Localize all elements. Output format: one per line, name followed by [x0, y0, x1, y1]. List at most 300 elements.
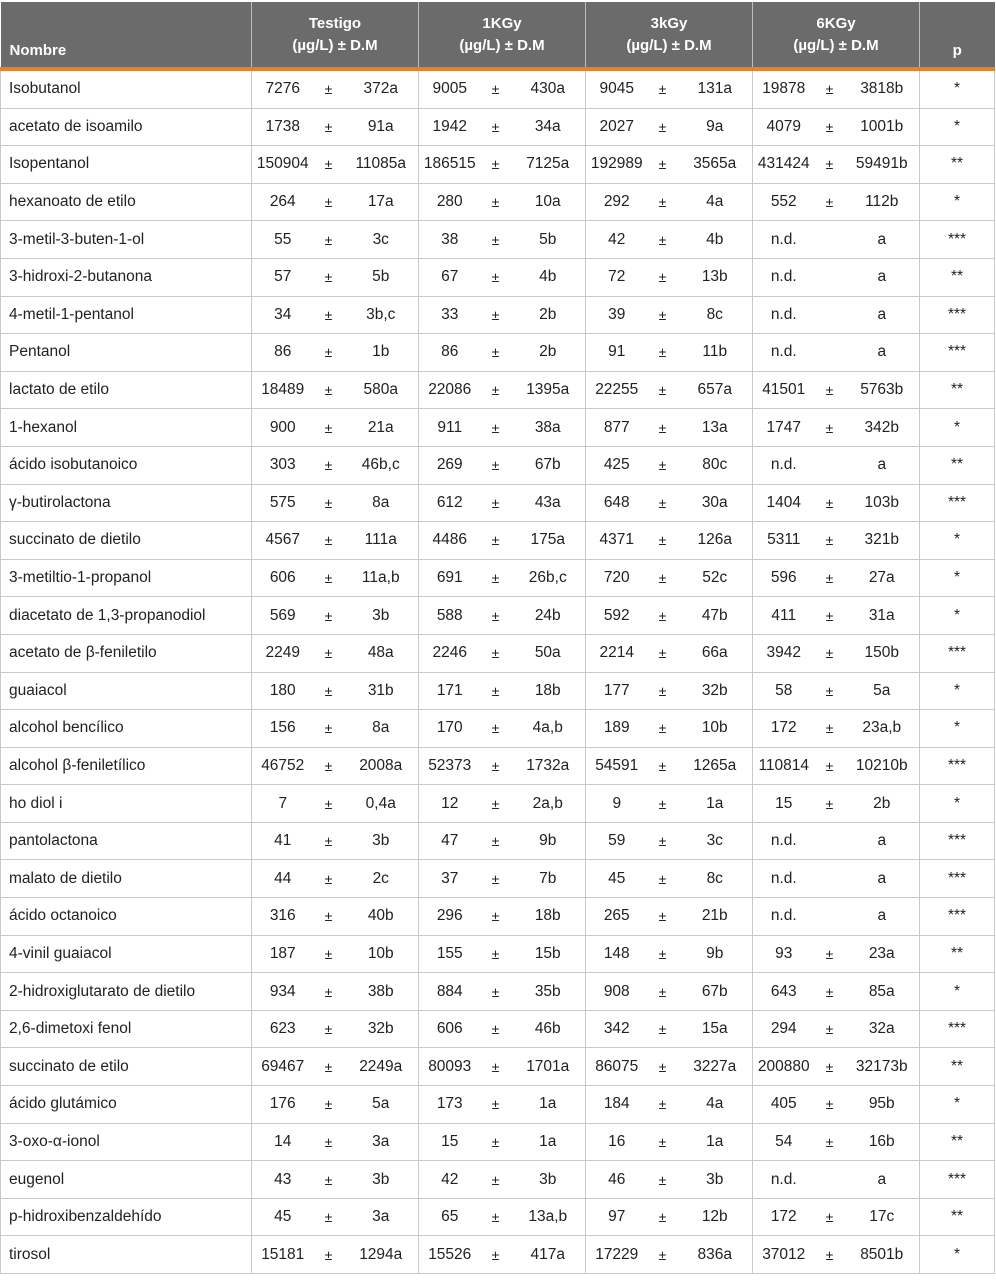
mean-value: 41: [252, 822, 314, 860]
table-row: [1, 409, 995, 447]
deviation-value: 24b: [511, 597, 586, 635]
deviation-value: 657a: [678, 371, 753, 409]
plus-minus: ±: [314, 258, 344, 296]
mean-value: 52373: [419, 747, 481, 785]
compound-name: alcohol β-feniletílico: [1, 747, 252, 785]
plus-minus: ±: [648, 1048, 678, 1086]
plus-minus: ±: [481, 221, 511, 259]
mean-value: 612: [419, 484, 481, 522]
plus-minus: ±: [648, 484, 678, 522]
header-group-1kgy: [419, 2, 586, 69]
table-row: [1, 935, 995, 973]
plus-minus: ±: [314, 296, 344, 334]
mean-value: 180: [252, 672, 314, 710]
deviation-value: 5b: [511, 221, 586, 259]
compound-name: succinato de etilo: [1, 1048, 252, 1086]
mean-value: 575: [252, 484, 314, 522]
plus-minus: ±: [481, 69, 511, 108]
mean-value: 34: [252, 296, 314, 334]
deviation-value: 1701a: [511, 1048, 586, 1086]
significance-value: **: [920, 146, 995, 184]
compound-name: hexanoato de etilo: [1, 183, 252, 221]
mean-value: 186515: [419, 146, 481, 184]
plus-minus: ±: [481, 1236, 511, 1274]
compound-name: Isobutanol: [1, 69, 252, 108]
plus-minus: ±: [648, 860, 678, 898]
plus-minus: ±: [648, 559, 678, 597]
mean-value: 15526: [419, 1236, 481, 1274]
plus-minus: ±: [648, 69, 678, 108]
compound-name: 1-hexanol: [1, 409, 252, 447]
mean-value: 4371: [586, 522, 648, 560]
plus-minus: ±: [648, 108, 678, 146]
table-row: [1, 146, 995, 184]
mean-value: 156: [252, 710, 314, 748]
mean-value: 15181: [252, 1236, 314, 1274]
plus-minus: ±: [481, 785, 511, 823]
deviation-value: 46b: [511, 1010, 586, 1048]
header-unit: (µg/L) ± D.M: [292, 36, 378, 54]
deviation-value: 321b: [845, 522, 920, 560]
deviation-value: 48a: [344, 634, 419, 672]
mean-value: 569: [252, 597, 314, 635]
significance-value: **: [920, 446, 995, 484]
plus-minus: ±: [815, 69, 845, 108]
mean-value: 67: [419, 258, 481, 296]
table-row: [1, 597, 995, 635]
plus-minus: ±: [815, 146, 845, 184]
compound-name: 2,6-dimetoxi fenol: [1, 1010, 252, 1048]
plus-minus: ±: [314, 334, 344, 372]
compound-name: ho diol i: [1, 785, 252, 823]
plus-minus: ±: [481, 559, 511, 597]
mean-value: 93: [753, 935, 815, 973]
mean-value: 58: [753, 672, 815, 710]
plus-minus: ±: [314, 935, 344, 973]
header-group-testigo: [252, 2, 419, 69]
plus-minus: ±: [815, 597, 845, 635]
compound-name: p-hidroxibenzaldehído: [1, 1198, 252, 1236]
deviation-value: 66a: [678, 634, 753, 672]
mean-value: 42: [586, 221, 648, 259]
table-row: [1, 258, 995, 296]
mean-value: 9045: [586, 69, 648, 108]
plus-minus: ±: [815, 1236, 845, 1274]
mean-value: 934: [252, 973, 314, 1011]
header-unit: (µg/L) ± D.M: [626, 36, 712, 54]
plus-minus: ±: [314, 1048, 344, 1086]
mean-value: 200880: [753, 1048, 815, 1086]
plus-minus: ±: [314, 446, 344, 484]
plus-minus: ±: [648, 146, 678, 184]
plus-minus: ±: [815, 747, 845, 785]
significance-value: *: [920, 183, 995, 221]
mean-value: 648: [586, 484, 648, 522]
mean-value: 184: [586, 1086, 648, 1124]
deviation-value: 0,4a: [344, 785, 419, 823]
significance-value: *: [920, 597, 995, 635]
mean-value: 54: [753, 1123, 815, 1161]
deviation-value: 7b: [511, 860, 586, 898]
deviation-value: a: [845, 446, 920, 484]
compound-name: 4-vinil guaiacol: [1, 935, 252, 973]
mean-value: 14: [252, 1123, 314, 1161]
compound-name: lactato de etilo: [1, 371, 252, 409]
plus-minus: ±: [648, 258, 678, 296]
plus-minus: ±: [648, 1010, 678, 1048]
deviation-value: 2a,b: [511, 785, 586, 823]
header-title: Testigo: [308, 14, 362, 32]
deviation-value: 3818b: [845, 69, 920, 108]
plus-minus: ±: [648, 822, 678, 860]
compound-name: guaiacol: [1, 672, 252, 710]
deviation-value: 1a: [678, 1123, 753, 1161]
plus-minus: ±: [481, 446, 511, 484]
mean-value: 22086: [419, 371, 481, 409]
mean-value: 342: [586, 1010, 648, 1048]
compound-name: ácido glutámico: [1, 1086, 252, 1124]
deviation-value: 8501b: [845, 1236, 920, 1274]
table-row: [1, 822, 995, 860]
mean-value: 91: [586, 334, 648, 372]
plus-minus: ±: [481, 183, 511, 221]
table-row: [1, 1010, 995, 1048]
deviation-value: 27a: [845, 559, 920, 597]
significance-value: *: [920, 559, 995, 597]
mean-value: 596: [753, 559, 815, 597]
mean-value: 44: [252, 860, 314, 898]
deviation-value: 4a,b: [511, 710, 586, 748]
plus-minus: ±: [815, 409, 845, 447]
deviation-value: 8a: [344, 484, 419, 522]
deviation-value: 9b: [511, 822, 586, 860]
deviation-value: 7125a: [511, 146, 586, 184]
deviation-value: 17a: [344, 183, 419, 221]
plus-minus: ±: [314, 822, 344, 860]
mean-value: 606: [419, 1010, 481, 1048]
mean-value: 39: [586, 296, 648, 334]
deviation-value: 15b: [511, 935, 586, 973]
deviation-value: 91a: [344, 108, 419, 146]
mean-value: 22255: [586, 371, 648, 409]
mean-value: 9: [586, 785, 648, 823]
deviation-value: 23a: [845, 935, 920, 973]
table-row: [1, 1123, 995, 1161]
plus-minus: ±: [815, 371, 845, 409]
plus-minus: ±: [815, 785, 845, 823]
deviation-value: 3b: [511, 1161, 586, 1199]
deviation-value: 10b: [678, 710, 753, 748]
deviation-value: 16b: [845, 1123, 920, 1161]
mean-value: 86: [252, 334, 314, 372]
plus-minus: ±: [481, 747, 511, 785]
mean-value: 877: [586, 409, 648, 447]
deviation-value: 1a: [511, 1123, 586, 1161]
mean-value: 150904: [252, 146, 314, 184]
mean-value: 176: [252, 1086, 314, 1124]
deviation-value: 11b: [678, 334, 753, 372]
deviation-value: 126a: [678, 522, 753, 560]
deviation-value: 85a: [845, 973, 920, 1011]
mean-value: 296: [419, 898, 481, 936]
deviation-value: 1732a: [511, 747, 586, 785]
plus-minus: ±: [648, 672, 678, 710]
mean-value: n.d.: [753, 1161, 815, 1199]
significance-value: *: [920, 785, 995, 823]
deviation-value: 80c: [678, 446, 753, 484]
mean-value: 55: [252, 221, 314, 259]
table-row: [1, 446, 995, 484]
compound-name: acetato de isoamilo: [1, 108, 252, 146]
deviation-value: 13a,b: [511, 1198, 586, 1236]
mean-value: 9005: [419, 69, 481, 108]
header-unit: (µg/L) ± D.M: [793, 36, 879, 54]
mean-value: 264: [252, 183, 314, 221]
plus-minus: ±: [815, 1123, 845, 1161]
compounds-table: [0, 2, 995, 1274]
deviation-value: 32a: [845, 1010, 920, 1048]
mean-value: 110814: [753, 747, 815, 785]
deviation-value: 13b: [678, 258, 753, 296]
mean-value: 405: [753, 1086, 815, 1124]
mean-value: 3942: [753, 634, 815, 672]
header-p: p: [920, 2, 995, 69]
plus-minus: ±: [314, 597, 344, 635]
plus-minus: ±: [648, 334, 678, 372]
plus-minus: ±: [648, 221, 678, 259]
deviation-value: 50a: [511, 634, 586, 672]
plus-minus: ±: [314, 1236, 344, 1274]
mean-value: 16: [586, 1123, 648, 1161]
plus-minus: ±: [815, 672, 845, 710]
plus-minus: ±: [648, 522, 678, 560]
deviation-value: 836a: [678, 1236, 753, 1274]
significance-value: *: [920, 69, 995, 108]
mean-value: 86075: [586, 1048, 648, 1086]
deviation-value: 3a: [344, 1123, 419, 1161]
mean-value: 4079: [753, 108, 815, 146]
plus-minus: ±: [481, 1161, 511, 1199]
table-row: [1, 1086, 995, 1124]
deviation-value: 11a,b: [344, 559, 419, 597]
table-row: [1, 747, 995, 785]
plus-minus: ±: [815, 634, 845, 672]
deviation-value: a: [845, 822, 920, 860]
deviation-value: 8c: [678, 860, 753, 898]
deviation-value: 34a: [511, 108, 586, 146]
deviation-value: 3c: [344, 221, 419, 259]
deviation-value: 150b: [845, 634, 920, 672]
plus-minus: ±: [815, 1086, 845, 1124]
significance-value: ***: [920, 221, 995, 259]
mean-value: n.d.: [753, 446, 815, 484]
header-unit: (µg/L) ± D.M: [459, 36, 545, 54]
plus-minus: ±: [314, 634, 344, 672]
compound-name: alcohol bencílico: [1, 710, 252, 748]
significance-value: **: [920, 935, 995, 973]
plus-minus: ±: [314, 898, 344, 936]
plus-minus: ±: [481, 409, 511, 447]
mean-value: 7: [252, 785, 314, 823]
deviation-value: 52c: [678, 559, 753, 597]
compound-name: Isopentanol: [1, 146, 252, 184]
table-row: [1, 1198, 995, 1236]
mean-value: n.d.: [753, 860, 815, 898]
significance-value: **: [920, 1198, 995, 1236]
deviation-value: 32173b: [845, 1048, 920, 1086]
plus-minus: ±: [481, 935, 511, 973]
mean-value: 57: [252, 258, 314, 296]
deviation-value: 10210b: [845, 747, 920, 785]
plus-minus: ±: [314, 1086, 344, 1124]
mean-value: n.d.: [753, 258, 815, 296]
deviation-value: 9b: [678, 935, 753, 973]
deviation-value: 2b: [511, 334, 586, 372]
significance-value: *: [920, 1236, 995, 1274]
mean-value: 411: [753, 597, 815, 635]
deviation-value: 30a: [678, 484, 753, 522]
table-row: [1, 221, 995, 259]
compound-name: succinato de dietilo: [1, 522, 252, 560]
mean-value: 172: [753, 710, 815, 748]
mean-value: 189: [586, 710, 648, 748]
plus-minus: ±: [481, 1123, 511, 1161]
plus-minus: ±: [815, 973, 845, 1011]
plus-minus: [815, 446, 845, 484]
significance-value: ***: [920, 860, 995, 898]
deviation-value: 23a,b: [845, 710, 920, 748]
plus-minus: ±: [314, 672, 344, 710]
plus-minus: ±: [815, 484, 845, 522]
plus-minus: ±: [648, 785, 678, 823]
deviation-value: 580a: [344, 371, 419, 409]
table-row: [1, 672, 995, 710]
deviation-value: 3227a: [678, 1048, 753, 1086]
deviation-value: 15a: [678, 1010, 753, 1048]
mean-value: 37012: [753, 1236, 815, 1274]
deviation-value: 430a: [511, 69, 586, 108]
compound-name: 3-oxo-α-ionol: [1, 1123, 252, 1161]
compound-name: malato de dietilo: [1, 860, 252, 898]
plus-minus: ±: [648, 296, 678, 334]
mean-value: 720: [586, 559, 648, 597]
table-row: [1, 973, 995, 1011]
header-title: 1KGy: [482, 14, 522, 32]
deviation-value: 3565a: [678, 146, 753, 184]
deviation-value: 43a: [511, 484, 586, 522]
plus-minus: ±: [314, 1161, 344, 1199]
plus-minus: ±: [481, 371, 511, 409]
deviation-value: 3b: [344, 1161, 419, 1199]
mean-value: 588: [419, 597, 481, 635]
deviation-value: 10b: [344, 935, 419, 973]
deviation-value: 372a: [344, 69, 419, 108]
table-row: [1, 1048, 995, 1086]
deviation-value: 2c: [344, 860, 419, 898]
plus-minus: [815, 258, 845, 296]
compound-name: acetato de β-feniletilo: [1, 634, 252, 672]
mean-value: 1738: [252, 108, 314, 146]
plus-minus: ±: [481, 822, 511, 860]
deviation-value: 175a: [511, 522, 586, 560]
significance-value: *: [920, 108, 995, 146]
deviation-value: a: [845, 296, 920, 334]
plus-minus: ±: [314, 1198, 344, 1236]
header-name: Nombre: [1, 2, 252, 69]
table-row: [1, 484, 995, 522]
significance-value: **: [920, 258, 995, 296]
mean-value: 97: [586, 1198, 648, 1236]
mean-value: 1942: [419, 108, 481, 146]
deviation-value: 111a: [344, 522, 419, 560]
mean-value: 552: [753, 183, 815, 221]
plus-minus: ±: [314, 69, 344, 108]
mean-value: 59: [586, 822, 648, 860]
plus-minus: ±: [481, 860, 511, 898]
deviation-value: 112b: [845, 183, 920, 221]
significance-value: *: [920, 1086, 995, 1124]
deviation-value: 5763b: [845, 371, 920, 409]
plus-minus: ±: [481, 597, 511, 635]
deviation-value: 1265a: [678, 747, 753, 785]
deviation-value: 342b: [845, 409, 920, 447]
mean-value: n.d.: [753, 822, 815, 860]
deviation-value: 2b: [511, 296, 586, 334]
plus-minus: ±: [314, 973, 344, 1011]
plus-minus: ±: [648, 1236, 678, 1274]
deviation-value: 4b: [678, 221, 753, 259]
mean-value: 47: [419, 822, 481, 860]
mean-value: 15: [753, 785, 815, 823]
deviation-value: 13a: [678, 409, 753, 447]
plus-minus: ±: [648, 1161, 678, 1199]
plus-minus: ±: [314, 747, 344, 785]
deviation-value: 8a: [344, 710, 419, 748]
mean-value: 173: [419, 1086, 481, 1124]
deviation-value: 10a: [511, 183, 586, 221]
deviation-value: 32b: [344, 1010, 419, 1048]
mean-value: 69467: [252, 1048, 314, 1086]
plus-minus: ±: [314, 860, 344, 898]
significance-value: *: [920, 522, 995, 560]
compound-name: 4-metil-1-pentanol: [1, 296, 252, 334]
significance-value: ***: [920, 822, 995, 860]
table-header: [1, 2, 995, 69]
plus-minus: ±: [481, 522, 511, 560]
plus-minus: ±: [314, 710, 344, 748]
plus-minus: ±: [314, 559, 344, 597]
mean-value: 45: [252, 1198, 314, 1236]
mean-value: 2214: [586, 634, 648, 672]
significance-value: **: [920, 1048, 995, 1086]
compound-name: ácido octanoico: [1, 898, 252, 936]
table-row: [1, 1236, 995, 1274]
mean-value: 303: [252, 446, 314, 484]
mean-value: 5311: [753, 522, 815, 560]
plus-minus: ±: [648, 183, 678, 221]
plus-minus: ±: [648, 898, 678, 936]
significance-value: ***: [920, 334, 995, 372]
header-group-3kgy: [586, 2, 753, 69]
mean-value: 606: [252, 559, 314, 597]
mean-value: 4486: [419, 522, 481, 560]
deviation-value: 5a: [344, 1086, 419, 1124]
mean-value: n.d.: [753, 296, 815, 334]
significance-value: *: [920, 409, 995, 447]
deviation-value: 12b: [678, 1198, 753, 1236]
mean-value: 884: [419, 973, 481, 1011]
significance-value: *: [920, 672, 995, 710]
